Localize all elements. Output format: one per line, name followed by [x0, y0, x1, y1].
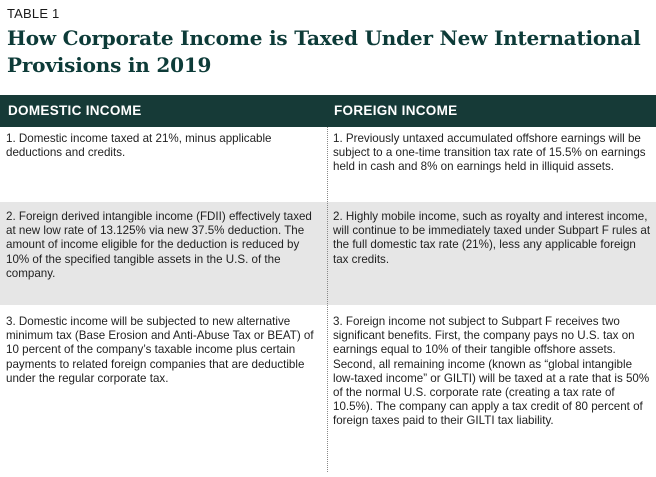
column-divider [327, 127, 328, 472]
header-domestic-income: DOMESTIC INCOME [8, 103, 142, 118]
cell-foreign-2: 2. Highly mobile income, such as royalty and interest income, will continue to be immediately taxed under Subpart F rules at the full domestic tax rate (21%), less any applicable foreign tax credits. [333, 210, 651, 266]
cell-domestic-1: 1. Domestic income taxed at 21%, minus applicable deductions and credits. [6, 132, 272, 160]
table-header [0, 95, 656, 127]
table-row [0, 305, 656, 472]
cell-foreign-1: 1. Previously untaxed accumulated offshore earnings will be subject to a one-time transition tax rate of 15.5% on earnings held in cash and 8% on earnings held in illiquid assets. [333, 132, 646, 174]
header-foreign-income: FOREIGN INCOME [334, 103, 458, 118]
cell-foreign-3: 3. Foreign income not subject to Subpart F receives two significant benefits. First, the company pays no U.S. tax on earnings equal to 10% of their tangible offshore assets. Second, all remaining income (known as “global intangible low-taxed income” or GILTI) will be taxed at a rate that is 50% of the normal U.S. corporate rate (creating a tax rate of 10.5%). The company can apply a tax credit of 80 percent of foreign taxes paid to their GILTI tax liability. [333, 315, 650, 428]
cell-domestic-3: 3. Domestic income will be subjected to new alternative minimum tax (Base Erosion and Anti-Abuse Tax or BEAT) of 10 percent of the company’s taxable income plus certain payments to related foreign companies that are deductible under the regular corporate tax. [6, 315, 314, 385]
table-row [0, 127, 656, 202]
table-row [0, 202, 656, 305]
cell-domestic-2: 2. Foreign derived intangible income (FDII) effectively taxed at new low rate of 13.125% via new 37.5% deduction. The amount of income eligible for the deduction is reduced by 10% of the specified tangible assets in the U.S. of the company. [6, 210, 312, 280]
page-title: How Corporate Income is Taxed Under New International Provisions in 2019 [7, 26, 641, 77]
table-label: TABLE 1 [7, 6, 60, 21]
